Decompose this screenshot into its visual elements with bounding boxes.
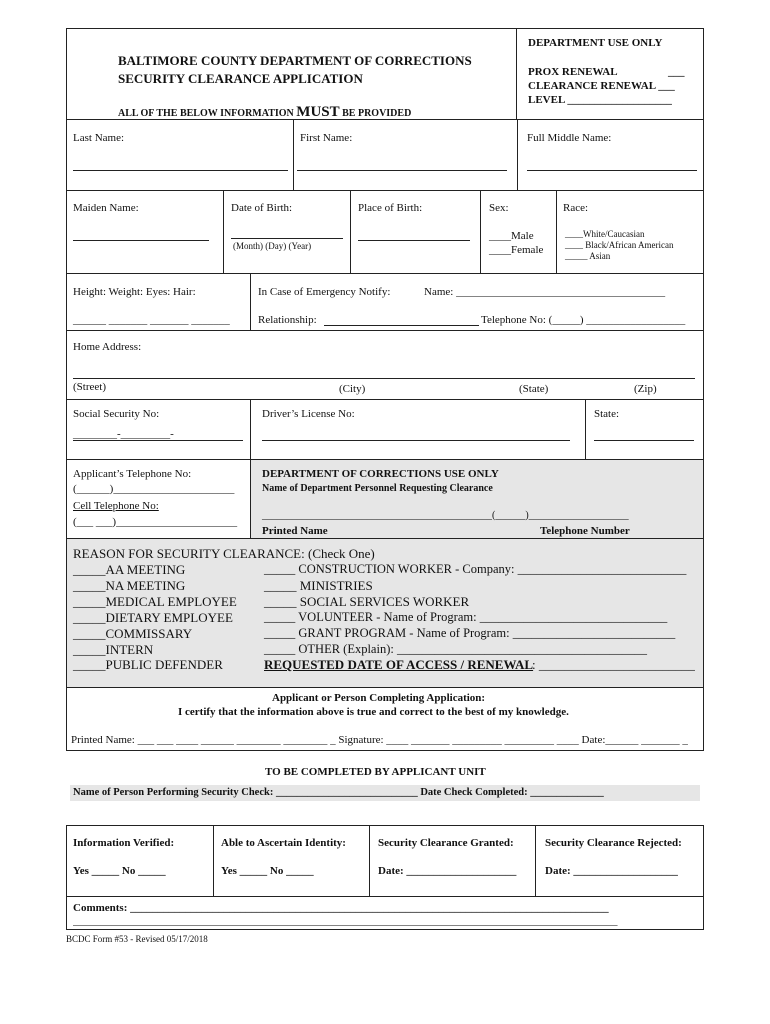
ssn-field[interactable] xyxy=(73,440,243,441)
drivers-license-field[interactable] xyxy=(262,440,570,441)
reason-intern[interactable]: _____INTERN xyxy=(73,642,154,657)
names-row xyxy=(66,119,704,191)
middle-name-label: Full Middle Name: xyxy=(527,132,612,144)
reason-title: REASON FOR SECURITY CLEARANCE: (Check One) xyxy=(73,546,375,561)
reason-construction-worker[interactable]: _____ CONSTRUCTION WORKER - Company: ___________________________ xyxy=(264,562,687,576)
reason-dietary-employee[interactable]: _____DIETARY EMPLOYEE xyxy=(73,610,233,625)
physical-labels: Height: Weight: Eyes: Hair: xyxy=(73,286,196,298)
state-label: (State) xyxy=(519,383,549,395)
ascertain-identity-label: Able to Ascertain Identity: xyxy=(221,837,346,849)
relationship-field[interactable] xyxy=(324,325,479,326)
address-row xyxy=(66,330,704,400)
dept-personnel-field[interactable]: ______________________________________________(______)____________________ xyxy=(262,510,629,521)
prox-renewal-blank[interactable]: ___ xyxy=(668,66,685,78)
dept-personnel-subtitle: Name of Department Personnel Requesting Clearance xyxy=(262,483,493,494)
dob-field[interactable] xyxy=(231,238,343,239)
maiden-name-field[interactable] xyxy=(73,240,209,241)
requested-date-label: REQUESTED DATE OF ACCESS / RENEWAL xyxy=(264,657,534,672)
race-white-option[interactable]: ____White/Caucasian xyxy=(565,229,645,239)
form-footer: BCDC Form #53 - Revised 05/17/2018 xyxy=(66,934,208,944)
first-name-field[interactable] xyxy=(297,170,507,171)
applicant-unit-title: TO BE COMPLETED BY APPLICANT UNIT xyxy=(265,766,486,778)
reason-medical-employee[interactable]: _____MEDICAL EMPLOYEE xyxy=(73,594,237,609)
physical-fields[interactable]: ______ _______ _______ _______ xyxy=(73,314,230,326)
sex-female-option[interactable]: ____Female xyxy=(489,244,544,256)
prox-renewal: PROX RENEWAL xyxy=(528,66,618,78)
sex-male-option[interactable]: ____Male xyxy=(489,230,534,242)
emergency-label: In Case of Emergency Notify: xyxy=(258,286,391,298)
dept-use-only-title: DEPARTMENT OF CORRECTIONS USE ONLY xyxy=(262,468,499,480)
sex-label: Sex: xyxy=(489,202,509,214)
information-verified-label: Information Verified: xyxy=(73,837,175,849)
dob-format: (Month) (Day) (Year) xyxy=(233,241,312,251)
clearance-rejected-date[interactable]: Date: ___________________ xyxy=(545,865,678,877)
level-field[interactable]: LEVEL ___________________ xyxy=(528,94,672,106)
clearance-renewal[interactable]: CLEARANCE RENEWAL ___ xyxy=(528,80,675,92)
street-label: (Street) xyxy=(73,381,106,393)
applicant-telephone-field[interactable]: (______)______________________ xyxy=(73,483,235,495)
home-address-label: Home Address: xyxy=(73,341,142,353)
dept-use-title: DEPARTMENT USE ONLY xyxy=(528,37,663,49)
emergency-name-field[interactable]: Name: ______________________________________ xyxy=(424,286,666,298)
reason-commissary[interactable]: _____COMMISSARY xyxy=(73,626,193,641)
comments-field[interactable]: Comments: _______________________________________________________________________________________ xyxy=(73,902,609,914)
state-id-label: State: xyxy=(594,408,620,420)
drivers-license-label: Driver’s License No: xyxy=(262,408,355,420)
signature-line[interactable]: Printed Name: ___ ___ ____ ______ ________ ________ _ Signature: ____ _______ _________ _________ ____ Date:______ _______ _ xyxy=(71,734,688,746)
pob-field[interactable] xyxy=(358,240,470,241)
cell-telephone-label: Cell Telephone No: xyxy=(73,500,159,512)
state-id-field[interactable] xyxy=(594,440,694,441)
emergency-telephone-field[interactable]: Telephone No: (_____) __________________ xyxy=(481,314,686,326)
must-notice: ALL OF THE BELOW INFORMATION MUST BE PROVIDED xyxy=(118,104,412,120)
middle-name-field[interactable] xyxy=(527,170,697,171)
race-label: Race: xyxy=(563,202,589,214)
applicant-telephone-label: Applicant’s Telephone No: xyxy=(73,468,192,480)
reason-na-meeting[interactable]: _____NA MEETING xyxy=(73,578,186,593)
last-name-field[interactable] xyxy=(73,170,288,171)
information-verified-field[interactable]: Yes _____ No _____ xyxy=(73,865,166,877)
reason-ministries[interactable]: _____ MINISTRIES xyxy=(264,578,373,593)
reason-volunteer[interactable]: _____ VOLUNTEER - Name of Program: ______________________________ xyxy=(264,610,668,624)
certify-line2: I certify that the information above is true and correct to the best of my knowledge. xyxy=(178,706,569,718)
reason-aa-meeting[interactable]: _____AA MEETING xyxy=(73,562,186,577)
cell-telephone-field[interactable]: (___ ___)______________________ xyxy=(73,516,238,528)
reason-grant-program[interactable]: _____ GRANT PROGRAM - Name of Program: __________________________ xyxy=(264,626,676,640)
reason-other[interactable]: _____ OTHER (Explain): ________________________________________ xyxy=(264,642,647,656)
clearance-granted-label: Security Clearance Granted: xyxy=(378,837,514,849)
comments-field-line2[interactable]: ___________________________________________________________________________________________________ xyxy=(73,915,618,927)
ssn-label: Social Security No: xyxy=(73,408,160,420)
clearance-granted-date[interactable]: Date: ____________________ xyxy=(378,865,517,877)
reason-public-defender[interactable]: _____PUBLIC DEFENDER xyxy=(73,657,223,672)
reason-social-services[interactable]: _____ SOCIAL SERVICES WORKER xyxy=(264,594,470,609)
ascertain-identity-field[interactable]: Yes _____ No _____ xyxy=(221,865,314,877)
ssn-field-format: ________-_________- xyxy=(73,428,174,440)
home-address-field[interactable] xyxy=(73,378,695,379)
city-label: (City) xyxy=(339,383,366,395)
race-asian-option[interactable]: _____ Asian xyxy=(565,251,611,261)
certify-line1: Applicant or Person Completing Application: xyxy=(272,692,486,704)
maiden-name-label: Maiden Name: xyxy=(73,202,139,214)
race-black-option[interactable]: ____ Black/African American xyxy=(565,240,674,250)
security-check-line[interactable]: Name of Person Performing Security Check: ___________________________ Date Check Completed: ______________ xyxy=(73,787,604,798)
first-name-label: First Name: xyxy=(300,132,353,144)
pob-label: Place of Birth: xyxy=(358,202,423,214)
dob-label: Date of Birth: xyxy=(231,202,293,214)
telephone-number-caption: Telephone Number xyxy=(540,525,630,537)
last-name-label: Last Name: xyxy=(73,132,125,144)
form-title-line1: BALTIMORE COUNTY DEPARTMENT OF CORRECTIONS xyxy=(118,53,472,68)
relationship-label: Relationship: xyxy=(258,314,317,326)
verification-table xyxy=(66,825,704,897)
form-title-line2: SECURITY CLEARANCE APPLICATION xyxy=(118,71,363,86)
zip-label: (Zip) xyxy=(634,383,657,395)
printed-name-caption: Printed Name xyxy=(262,525,328,537)
requested-date-field[interactable]: : ________________________ xyxy=(532,657,695,672)
clearance-rejected-label: Security Clearance Rejected: xyxy=(545,837,682,849)
